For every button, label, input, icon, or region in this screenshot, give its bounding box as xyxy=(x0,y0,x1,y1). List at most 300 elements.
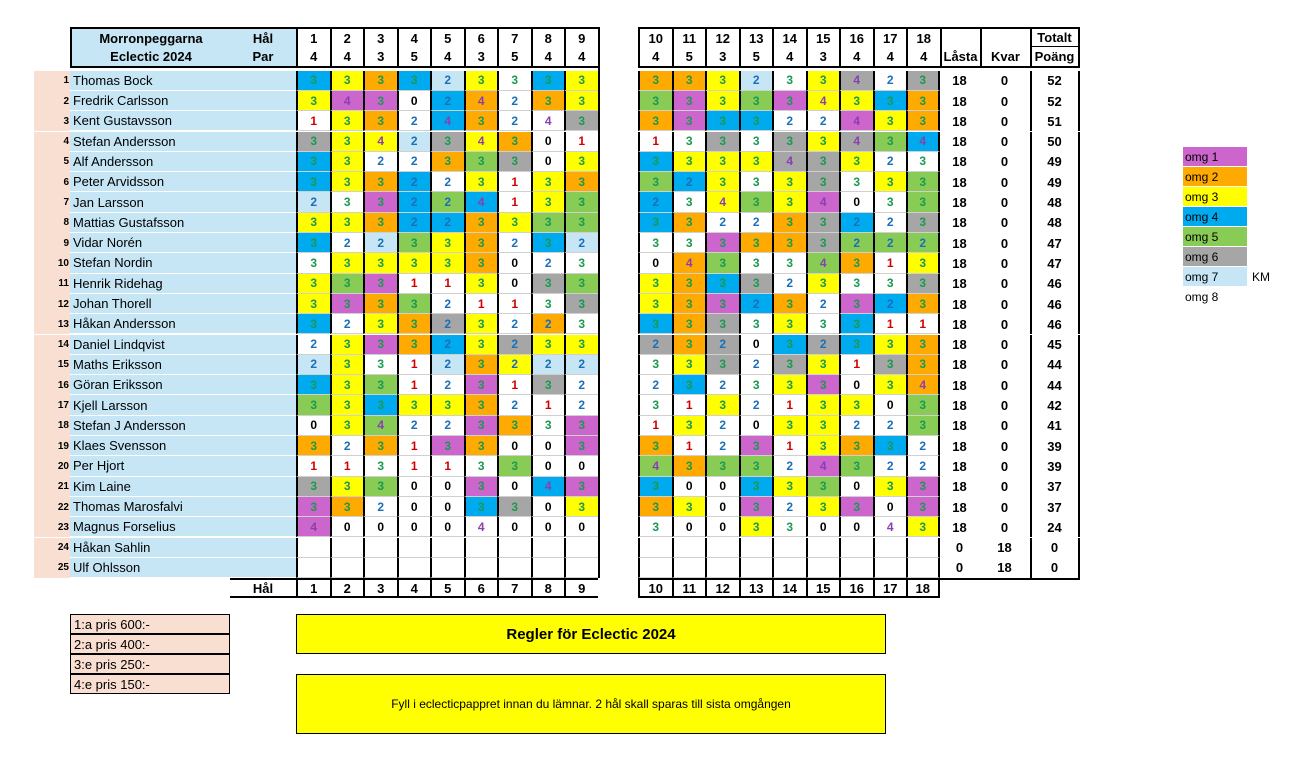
prize-item: 3:e pris 250:- xyxy=(70,654,230,674)
hole-score: 3 xyxy=(638,436,672,456)
hole-score xyxy=(464,558,498,578)
hole-score: 3 xyxy=(363,213,397,233)
kvar-value: 0 xyxy=(980,456,1030,476)
hole-score xyxy=(806,538,840,558)
hole-score: 3 xyxy=(531,172,565,192)
hole-score xyxy=(638,558,672,578)
hole-score: 2 xyxy=(564,233,598,253)
hole-score xyxy=(296,558,330,578)
hole-score: 2 xyxy=(497,314,531,334)
hole-score: 3 xyxy=(330,71,364,91)
hole-score: 3 xyxy=(705,132,739,152)
lasta-header-top xyxy=(940,27,980,47)
hole-score: 2 xyxy=(430,71,464,91)
hole-score: 3 xyxy=(330,152,364,172)
hole-score: 3 xyxy=(672,132,706,152)
hole-score: 3 xyxy=(672,274,706,294)
poang-value: 51 xyxy=(1030,111,1080,131)
poang-value: 37 xyxy=(1030,497,1080,517)
hole-score: 4 xyxy=(705,192,739,212)
rules-text-box xyxy=(296,674,886,734)
hole-number: 3 xyxy=(363,27,397,47)
hole-score: 3 xyxy=(705,71,739,91)
kvar-value: 0 xyxy=(980,71,1030,91)
hole-score: 1 xyxy=(430,456,464,476)
player-blank-cell xyxy=(230,538,296,558)
hole-score: 0 xyxy=(497,436,531,456)
hole-score: 3 xyxy=(464,253,498,273)
prize-item: 2:a pris 400:- xyxy=(70,634,230,654)
hole-score xyxy=(705,538,739,558)
hole-score xyxy=(672,558,706,578)
hole-number: 10 xyxy=(638,27,672,47)
hole-score: 4 xyxy=(531,477,565,497)
hole-score: 3 xyxy=(296,91,330,111)
row-number: 25 xyxy=(34,558,70,578)
hole-score: 3 xyxy=(806,314,840,334)
hole-score: 4 xyxy=(672,253,706,273)
hole-score: 3 xyxy=(806,172,840,192)
row-number: 21 xyxy=(34,477,70,497)
hole-number: 17 xyxy=(873,27,907,47)
hole-score: 3 xyxy=(672,192,706,212)
hole-score: 2 xyxy=(430,314,464,334)
hole-score: 3 xyxy=(672,213,706,233)
hole-score: 3 xyxy=(739,477,773,497)
hole-score: 3 xyxy=(839,314,873,334)
hole-score: 3 xyxy=(330,355,364,375)
hole-score: 2 xyxy=(397,192,431,212)
hole-score: 2 xyxy=(397,213,431,233)
hole-score: 3 xyxy=(873,274,907,294)
hole-score: 3 xyxy=(806,132,840,152)
hole-score: 3 xyxy=(906,192,940,212)
hole-score: 3 xyxy=(705,274,739,294)
hole-score: 3 xyxy=(363,477,397,497)
kvar-value: 0 xyxy=(980,192,1030,212)
kvar-value: 0 xyxy=(980,172,1030,192)
hole-score: 3 xyxy=(806,152,840,172)
player-name: Kjell Larsson xyxy=(70,395,230,415)
hole-score: 0 xyxy=(564,456,598,476)
hole-score: 3 xyxy=(705,91,739,111)
footer-hole-number: 9 xyxy=(564,578,598,598)
player-name: Håkan Andersson xyxy=(70,314,230,334)
hole-par: 3 xyxy=(464,47,498,67)
poang-value: 49 xyxy=(1030,172,1080,192)
lasta-value: 18 xyxy=(940,375,980,395)
hole-score: 3 xyxy=(873,477,907,497)
hole-score: 2 xyxy=(638,192,672,212)
hole-score: 3 xyxy=(638,477,672,497)
hole-score: 0 xyxy=(705,517,739,537)
hole-score: 0 xyxy=(397,477,431,497)
hole-score: 3 xyxy=(906,477,940,497)
hole-score: 4 xyxy=(464,132,498,152)
poang-value: 48 xyxy=(1030,192,1080,212)
hole-score: 3 xyxy=(531,335,565,355)
hole-score: 3 xyxy=(906,91,940,111)
hole-score: 2 xyxy=(638,375,672,395)
hole-score: 3 xyxy=(464,436,498,456)
hole-score xyxy=(397,538,431,558)
hole-score: 2 xyxy=(430,91,464,111)
player-name: Thomas Marosfalvi xyxy=(70,497,230,517)
kvar-value: 0 xyxy=(980,253,1030,273)
player-name: Henrik Ridehag xyxy=(70,274,230,294)
player-blank-cell xyxy=(230,456,296,476)
hole-score: 0 xyxy=(497,517,531,537)
hole-score: 3 xyxy=(430,152,464,172)
hole-score: 2 xyxy=(363,152,397,172)
hole-score: 3 xyxy=(906,274,940,294)
footer-hole-number: 14 xyxy=(772,578,806,598)
lasta-value: 18 xyxy=(940,395,980,415)
hole-score: 3 xyxy=(806,497,840,517)
player-blank-cell xyxy=(230,253,296,273)
hole-score: 4 xyxy=(806,456,840,476)
hole-score: 3 xyxy=(363,436,397,456)
hole-score: 3 xyxy=(330,375,364,395)
hole-score: 3 xyxy=(839,395,873,415)
hole-score: 0 xyxy=(873,497,907,517)
hole-score: 2 xyxy=(906,456,940,476)
hole-score: 2 xyxy=(430,172,464,192)
row-number: 9 xyxy=(34,233,70,253)
hole-score: 2 xyxy=(497,233,531,253)
row-number: 1 xyxy=(34,71,70,91)
row-number: 24 xyxy=(34,538,70,558)
hole-score: 2 xyxy=(672,172,706,192)
hole-score: 4 xyxy=(363,132,397,152)
lasta-value: 18 xyxy=(940,132,980,152)
hole-score: 3 xyxy=(564,335,598,355)
hole-score: 3 xyxy=(772,416,806,436)
legend-item: omg 5 xyxy=(1183,227,1247,246)
hole-score: 4 xyxy=(906,132,940,152)
hole-score: 2 xyxy=(705,416,739,436)
hole-score: 1 xyxy=(772,395,806,415)
lasta-value: 18 xyxy=(940,497,980,517)
hole-par: 4 xyxy=(638,47,672,67)
hole-score: 1 xyxy=(296,111,330,131)
hole-score: 2 xyxy=(497,91,531,111)
poang-value: 45 xyxy=(1030,335,1080,355)
hole-score: 2 xyxy=(772,456,806,476)
lasta-value: 18 xyxy=(940,152,980,172)
par-label: Par xyxy=(230,47,296,67)
hole-score: 2 xyxy=(430,213,464,233)
legend-extra-label: KM xyxy=(1252,269,1270,284)
footer-hole-number: 3 xyxy=(363,578,397,598)
hole-score xyxy=(363,558,397,578)
footer-hole-number: 8 xyxy=(531,578,565,598)
hole-score: 3 xyxy=(363,335,397,355)
hole-score: 2 xyxy=(873,233,907,253)
hole-score: 4 xyxy=(839,71,873,91)
kvar-value: 0 xyxy=(980,375,1030,395)
player-blank-cell xyxy=(230,497,296,517)
hole-score: 4 xyxy=(330,91,364,111)
hole-score: 0 xyxy=(531,497,565,517)
row-number: 4 xyxy=(34,132,70,152)
hole-score: 3 xyxy=(839,436,873,456)
hole-score: 3 xyxy=(363,274,397,294)
hole-score: 3 xyxy=(464,71,498,91)
hole-score: 3 xyxy=(296,395,330,415)
hole-score: 3 xyxy=(739,152,773,172)
hole-score: 0 xyxy=(497,477,531,497)
player-blank-cell xyxy=(230,416,296,436)
hole-score: 3 xyxy=(906,152,940,172)
hole-score: 3 xyxy=(739,436,773,456)
hole-score: 3 xyxy=(464,152,498,172)
player-name: Klaes Svensson xyxy=(70,436,230,456)
player-name: Stefan Andersson xyxy=(70,132,230,152)
footer-hole-number: 5 xyxy=(430,578,464,598)
hole-score: 0 xyxy=(430,497,464,517)
hole-score: 3 xyxy=(330,294,364,314)
hole-score: 3 xyxy=(363,294,397,314)
hole-score xyxy=(772,538,806,558)
kvar-value: 0 xyxy=(980,517,1030,537)
hole-score: 3 xyxy=(296,436,330,456)
hole-score xyxy=(397,558,431,578)
hole-score: 3 xyxy=(330,192,364,212)
player-blank-cell xyxy=(230,172,296,192)
hole-score: 3 xyxy=(772,132,806,152)
hole-score: 3 xyxy=(806,375,840,395)
player-name: Kim Laine xyxy=(70,477,230,497)
hole-score: 1 xyxy=(296,456,330,476)
hole-score: 2 xyxy=(839,213,873,233)
kvar-header: Kvar xyxy=(980,47,1030,67)
hole-score: 3 xyxy=(296,132,330,152)
hole-score: 2 xyxy=(497,395,531,415)
hole-score: 3 xyxy=(363,192,397,212)
totalt-header: Totalt xyxy=(1030,27,1080,47)
hole-score: 3 xyxy=(330,497,364,517)
hole-par: 4 xyxy=(772,47,806,67)
row-number: 17 xyxy=(34,395,70,415)
poang-value: 24 xyxy=(1030,517,1080,537)
footer-hole-number: 7 xyxy=(497,578,531,598)
hole-score: 3 xyxy=(638,395,672,415)
hole-number: 9 xyxy=(564,27,598,47)
hole-score: 3 xyxy=(296,233,330,253)
hole-score: 1 xyxy=(672,395,706,415)
hole-score xyxy=(564,538,598,558)
hole-score: 0 xyxy=(430,477,464,497)
hole-score: 3 xyxy=(564,71,598,91)
hole-score: 3 xyxy=(330,132,364,152)
hole-par: 4 xyxy=(839,47,873,67)
hole-score: 1 xyxy=(397,355,431,375)
row-number: 10 xyxy=(34,253,70,273)
hole-score: 3 xyxy=(564,213,598,233)
hole-score: 3 xyxy=(430,436,464,456)
hole-score: 2 xyxy=(806,335,840,355)
hole-score: 3 xyxy=(330,111,364,131)
hole-score: 4 xyxy=(296,517,330,537)
hole-score: 3 xyxy=(772,91,806,111)
hole-score: 1 xyxy=(873,253,907,273)
hole-score: 3 xyxy=(906,497,940,517)
hole-score: 3 xyxy=(672,294,706,314)
hole-score: 3 xyxy=(806,355,840,375)
hole-score: 4 xyxy=(430,111,464,131)
lasta-value: 18 xyxy=(940,172,980,192)
rules-title-box xyxy=(296,614,886,654)
hole-score xyxy=(873,558,907,578)
lasta-value: 18 xyxy=(940,213,980,233)
player-blank-cell xyxy=(230,91,296,111)
hole-score: 2 xyxy=(638,335,672,355)
hole-score: 2 xyxy=(906,436,940,456)
hole-score: 3 xyxy=(772,71,806,91)
hole-score: 0 xyxy=(296,416,330,436)
hole-score: 3 xyxy=(873,172,907,192)
hole-score: 2 xyxy=(497,355,531,375)
hole-score: 3 xyxy=(430,233,464,253)
hole-score xyxy=(497,558,531,578)
hole-score: 2 xyxy=(330,233,364,253)
hole-score: 2 xyxy=(873,456,907,476)
hole-score: 0 xyxy=(739,335,773,355)
hole-score: 3 xyxy=(363,172,397,192)
hole-score xyxy=(464,538,498,558)
hole-score: 2 xyxy=(497,111,531,131)
footer-hole-number: 6 xyxy=(464,578,498,598)
poang-value: 46 xyxy=(1030,314,1080,334)
hole-score xyxy=(564,558,598,578)
hole-score: 3 xyxy=(772,172,806,192)
kvar-value: 0 xyxy=(980,355,1030,375)
hole-score: 3 xyxy=(397,253,431,273)
poang-value: 0 xyxy=(1030,558,1080,578)
hole-score: 3 xyxy=(564,477,598,497)
player-name: Mattias Gustafsson xyxy=(70,213,230,233)
hole-number: 8 xyxy=(531,27,565,47)
hole-number: 18 xyxy=(906,27,940,47)
hole-score: 3 xyxy=(564,416,598,436)
hole-score: 3 xyxy=(772,253,806,273)
lasta-value: 18 xyxy=(940,416,980,436)
hole-score: 3 xyxy=(531,71,565,91)
footer-hole-number: 18 xyxy=(906,578,940,598)
hole-score: 1 xyxy=(564,132,598,152)
hole-score: 3 xyxy=(806,71,840,91)
hole-score: 2 xyxy=(839,416,873,436)
hole-score: 3 xyxy=(464,314,498,334)
nine-separator xyxy=(598,27,600,578)
hole-score: 3 xyxy=(705,294,739,314)
hole-score: 3 xyxy=(497,213,531,233)
hole-score: 2 xyxy=(739,294,773,314)
lasta-value: 18 xyxy=(940,91,980,111)
row-number: 7 xyxy=(34,192,70,212)
hole-score: 3 xyxy=(296,294,330,314)
hole-score: 3 xyxy=(531,213,565,233)
hole-score: 2 xyxy=(772,497,806,517)
hole-score: 3 xyxy=(363,355,397,375)
hole-score: 3 xyxy=(296,375,330,395)
hole-score: 3 xyxy=(638,314,672,334)
hole-score: 2 xyxy=(296,192,330,212)
poang-value: 44 xyxy=(1030,355,1080,375)
hole-score: 3 xyxy=(638,233,672,253)
row-number: 16 xyxy=(34,375,70,395)
hole-score: 3 xyxy=(906,294,940,314)
hole-score: 3 xyxy=(839,294,873,314)
hole-par: 3 xyxy=(705,47,739,67)
poang-value: 37 xyxy=(1030,477,1080,497)
kvar-value: 0 xyxy=(980,497,1030,517)
hole-number: 14 xyxy=(772,27,806,47)
hole-score: 2 xyxy=(839,233,873,253)
poang-header: Poäng xyxy=(1030,47,1080,67)
hole-score: 3 xyxy=(296,172,330,192)
hole-score: 2 xyxy=(531,314,565,334)
hole-score: 3 xyxy=(839,497,873,517)
hole-score: 3 xyxy=(672,111,706,131)
hole-score: 3 xyxy=(531,91,565,111)
hole-score: 3 xyxy=(464,335,498,355)
hole-score: 0 xyxy=(672,517,706,537)
hole-score: 0 xyxy=(531,152,565,172)
poang-value: 39 xyxy=(1030,436,1080,456)
hal-label: Hål xyxy=(230,27,296,47)
hole-score: 2 xyxy=(430,375,464,395)
hole-par: 4 xyxy=(906,47,940,67)
hole-score: 3 xyxy=(464,233,498,253)
hole-score: 3 xyxy=(672,71,706,91)
hole-score: 3 xyxy=(330,274,364,294)
footer-hole-number: 11 xyxy=(672,578,706,598)
hole-score: 4 xyxy=(464,192,498,212)
footer-hole-number: 1 xyxy=(296,578,330,598)
hole-score: 3 xyxy=(638,497,672,517)
hole-score: 4 xyxy=(772,152,806,172)
hole-score: 3 xyxy=(564,253,598,273)
hole-score: 0 xyxy=(739,416,773,436)
kvar-value: 0 xyxy=(980,416,1030,436)
hole-score: 2 xyxy=(430,416,464,436)
hole-score: 3 xyxy=(739,274,773,294)
hole-score: 3 xyxy=(806,233,840,253)
poang-value: 52 xyxy=(1030,71,1080,91)
hole-par: 4 xyxy=(430,47,464,67)
player-name: Maths Eriksson xyxy=(70,355,230,375)
lasta-header: Låsta xyxy=(940,47,980,67)
hole-score: 3 xyxy=(296,274,330,294)
lasta-value: 18 xyxy=(940,274,980,294)
hole-score: 3 xyxy=(672,375,706,395)
hole-number: 7 xyxy=(497,27,531,47)
hole-score xyxy=(497,538,531,558)
hole-score xyxy=(638,538,672,558)
hole-score: 3 xyxy=(363,111,397,131)
player-blank-cell xyxy=(230,233,296,253)
hole-number: 13 xyxy=(739,27,773,47)
player-blank-cell xyxy=(230,558,296,578)
hole-par: 3 xyxy=(363,47,397,67)
player-blank-cell xyxy=(230,294,296,314)
hole-score: 3 xyxy=(531,294,565,314)
hole-score: 2 xyxy=(739,355,773,375)
hole-score: 4 xyxy=(531,111,565,131)
footer-hole-number: 12 xyxy=(705,578,739,598)
